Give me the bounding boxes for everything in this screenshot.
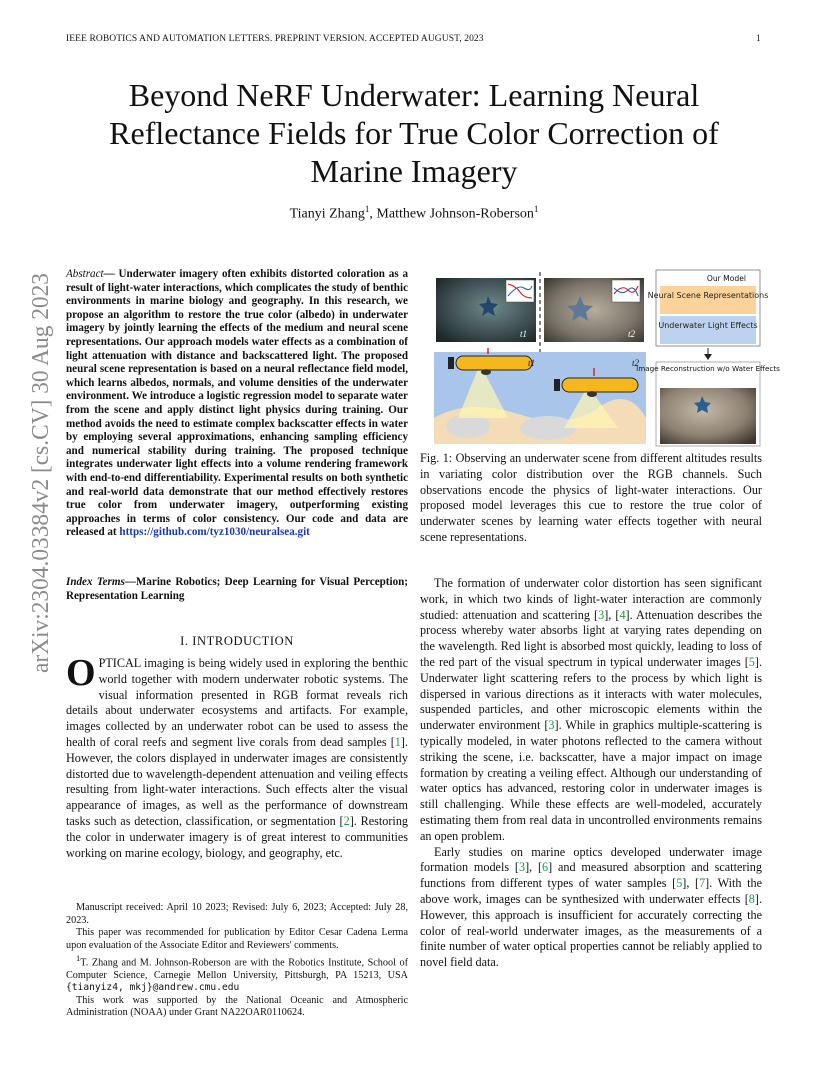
text-run: ] and measured absorption and scattering functions from different types of water samples [ bbox=[420, 860, 762, 891]
footnote-editor: This paper was recommended for publication by Editor Cesar Cadena Lerma upon evaluation of the Associate Editor and Reviewers' comments. bbox=[66, 927, 408, 951]
abstract bbox=[66, 268, 408, 540]
footnote-affiliation bbox=[66, 952, 408, 995]
footnote-funding: This work was supported by the National Oceanic and Atmospheric Administration (NOAA) under Grant NA22OAR0110624. bbox=[66, 994, 408, 1019]
paragraph-formation bbox=[420, 576, 762, 845]
running-head: IEEE ROBOTICS AND AUTOMATION LETTERS. PREPRINT VERSION. ACCEPTED AUGUST, 2023 bbox=[66, 34, 484, 44]
citation[interactable]: 1 bbox=[394, 734, 401, 749]
citation[interactable]: 7 bbox=[699, 876, 706, 891]
figure-1 bbox=[428, 268, 780, 448]
text-run: ]. Attenuation describes the process whereby water absorbs light at varying rates depending on the wavelength. Red light is absorbed most quickly, leading to loss of the red part of the visual spectrum in typical underwater images [ bbox=[420, 607, 762, 669]
text-run: ], [ bbox=[682, 876, 700, 891]
footnote-received: Manuscript received: April 10 2023; Revised: July 6, 2023; Accepted: July 28, 2023. bbox=[66, 902, 408, 926]
text-run: ]. However, this approach is insufficient for accurately correcting the color of real-world underwater images, as the measurements of a finite number of water optical properties cannot be reliably applied to novel field data. bbox=[420, 891, 762, 970]
label-t1-scene: t1 bbox=[528, 358, 536, 368]
paper-title: Beyond NeRF Underwater: Learning Neural Reflectance Fields for True Color Correction of Marine Imagery bbox=[109, 77, 719, 189]
index-terms bbox=[66, 576, 408, 603]
reconstructed-image bbox=[660, 388, 756, 444]
text-run: The formation of underwater color distortion has seen significant work, in which two kinds of light-water interaction are commonly studied: attenuation and scattering [ bbox=[420, 576, 762, 622]
rov-1 bbox=[456, 356, 532, 370]
label-t2-scene: t2 bbox=[632, 358, 640, 368]
citation[interactable]: 2 bbox=[343, 813, 350, 828]
intro-text-c: ]. Restoring the color in underwater imagery is of great interest to communities working on marine ecology, biology, and geography, etc. bbox=[66, 813, 409, 860]
arxiv-stamp-text: arXiv:2304.03384v2 [cs.CV] 30 Aug 2023 bbox=[28, 262, 54, 673]
author-2: Matthew Johnson-Roberson bbox=[376, 206, 534, 222]
author-1-affil: 1 bbox=[364, 204, 370, 214]
paragraph-early-studies bbox=[420, 845, 762, 971]
abstract-dash: — bbox=[103, 268, 119, 280]
arxiv-stamp bbox=[6, 262, 62, 675]
page-number: 1 bbox=[756, 34, 761, 44]
intro-text-b: ]. However, the colors displayed in underwater images are consistently distorted due to wavelength-dependent attenuation and veiling effects resulting from light-water interactions. Such effects alter the visual appearance of images, as well as the performance of downstream tasks such as detection, classification, or segmentation [ bbox=[66, 734, 408, 828]
citation[interactable]: 3 bbox=[548, 718, 555, 733]
intro-paragraph bbox=[66, 652, 409, 861]
abstract-body: Underwater imagery often exhibits distorted coloration as a result of light-water interactions, which complicates the study of benthic environments in marine biology and geography. In this research, we propose an algorithm to restore the true color (albedo) in underwater imagery by jointly learning the effects of the medium and neural scene representations. Our approach models water effects as a combination of light attenuation with distance and backscattered light. The proposed neural scene representation is based on a neural reflectance field model, which learns albedos, normals, and volume densities of the underwater environment. We introduce a logistic regression model to separate water from the scene and apply distinct light physics during training. Our method avoids the need to estimate complex backscatter effects in water by employing several approximations, enhancing sampling efficiency and numerical stability during training. The proposed technique integrates underwater light effects into a volume rendering framework with end-to-end differentiability. Experimental results on both synthetic and real-world data demonstrate that our method effectively restores true color from underwater imagery, outperforming existing approaches in terms of color consistency. Our code and data are released at bbox=[66, 268, 408, 539]
citation[interactable]: 4 bbox=[619, 607, 626, 622]
citation[interactable]: 8 bbox=[748, 891, 755, 906]
figure-1-graphic bbox=[428, 268, 780, 448]
author-sep: , bbox=[369, 206, 377, 222]
neural-scene-label: Neural Scene Representations bbox=[647, 291, 769, 300]
section-heading: I. INTRODUCTION bbox=[180, 634, 294, 648]
right-column bbox=[420, 576, 762, 971]
citation[interactable]: 3 bbox=[598, 607, 605, 622]
text-run: ]. While in graphics multiple-scattering is typically modeled, in water photons reflected to the camera without striking the scene, i.e. backscatter, have a major impact on image formation by creating a veiling effect. Although our understanding of water optics has advanced, restoring color in underwater images is still challenging. While these effects are well-modeled, accurately estimating them from real data in uncontrolled environments remains an open problem. bbox=[420, 718, 762, 843]
rgb-plot-1 bbox=[506, 280, 534, 302]
authors bbox=[70, 204, 758, 223]
intro-text-a: PTICAL imaging is being widely used in exploring the benthic world together with modern underwater robotic systems. The visual information presented in RGB format reveals rich details about underwater ecosystems and artifacts. For example, images collected by an underwater robot can be used to assess the health of coral reefs and segment live corals from dead samples [ bbox=[66, 656, 408, 749]
code-link[interactable]: https://github.com/tyz1030/neuralsea.git bbox=[119, 526, 310, 539]
citation[interactable]: 5 bbox=[676, 876, 683, 891]
author-2-affil: 1 bbox=[533, 204, 539, 214]
citation[interactable]: 5 bbox=[748, 654, 755, 669]
label-t1-photo: t1 bbox=[520, 329, 528, 339]
footnotes bbox=[66, 902, 408, 1020]
text-run: ], [ bbox=[525, 860, 543, 875]
figure-caption: Fig. 1: Observing an underwater scene from different altitudes results in variating color distribution over the RGB channels. Such observations encode the physics of light-water interactions. Our proposed model leverages this cue to restore the true color of underwater scenes by learning water effects together with neural scene representations. bbox=[420, 451, 762, 544]
drop-cap: O bbox=[66, 652, 96, 694]
light-effects-label: Underwater Light Effects bbox=[658, 321, 758, 330]
author-emails: {tianyiz4, mkj}@andrew.cmu.edu bbox=[66, 982, 240, 994]
text-run: Early studies on marine optics developed underwater image formation models [ bbox=[420, 844, 762, 875]
text-run: ]. Underwater light scattering refers to the process by which light is dispersed in various directions as it interacts with water molecules, suspended particles, and other microscopic elements within the underwater environment [ bbox=[420, 654, 762, 733]
rov-2 bbox=[562, 378, 638, 392]
reconstruction-label: Image Reconstruction w/o Water Effects bbox=[636, 364, 780, 373]
footnote-mark: 1 bbox=[76, 953, 81, 963]
index-terms-lead: Index Terms bbox=[66, 576, 125, 588]
text-run: ], [ bbox=[604, 607, 620, 622]
abstract-lead: Abstract bbox=[66, 268, 104, 280]
index-terms-body: —Marine Robotics; Deep Learning for Visual Perception; Representation Learning bbox=[66, 576, 408, 602]
label-t2-photo: t2 bbox=[628, 329, 636, 339]
citation[interactable]: 3 bbox=[518, 860, 526, 875]
citation[interactable]: 6 bbox=[542, 860, 549, 875]
our-model-label: Our Model bbox=[706, 274, 746, 283]
text-run: ]. With the above work, images can be synthesized with underwater effects [ bbox=[420, 876, 762, 906]
footnote-affil-text: T. Zhang and M. Johnson-Roberson are with the Robotics Institute, School of Computer Science, Carnegie Mellon University, Pittsburgh, PA 15213, USA bbox=[66, 957, 408, 981]
author-1: Tianyi Zhang bbox=[289, 206, 365, 222]
